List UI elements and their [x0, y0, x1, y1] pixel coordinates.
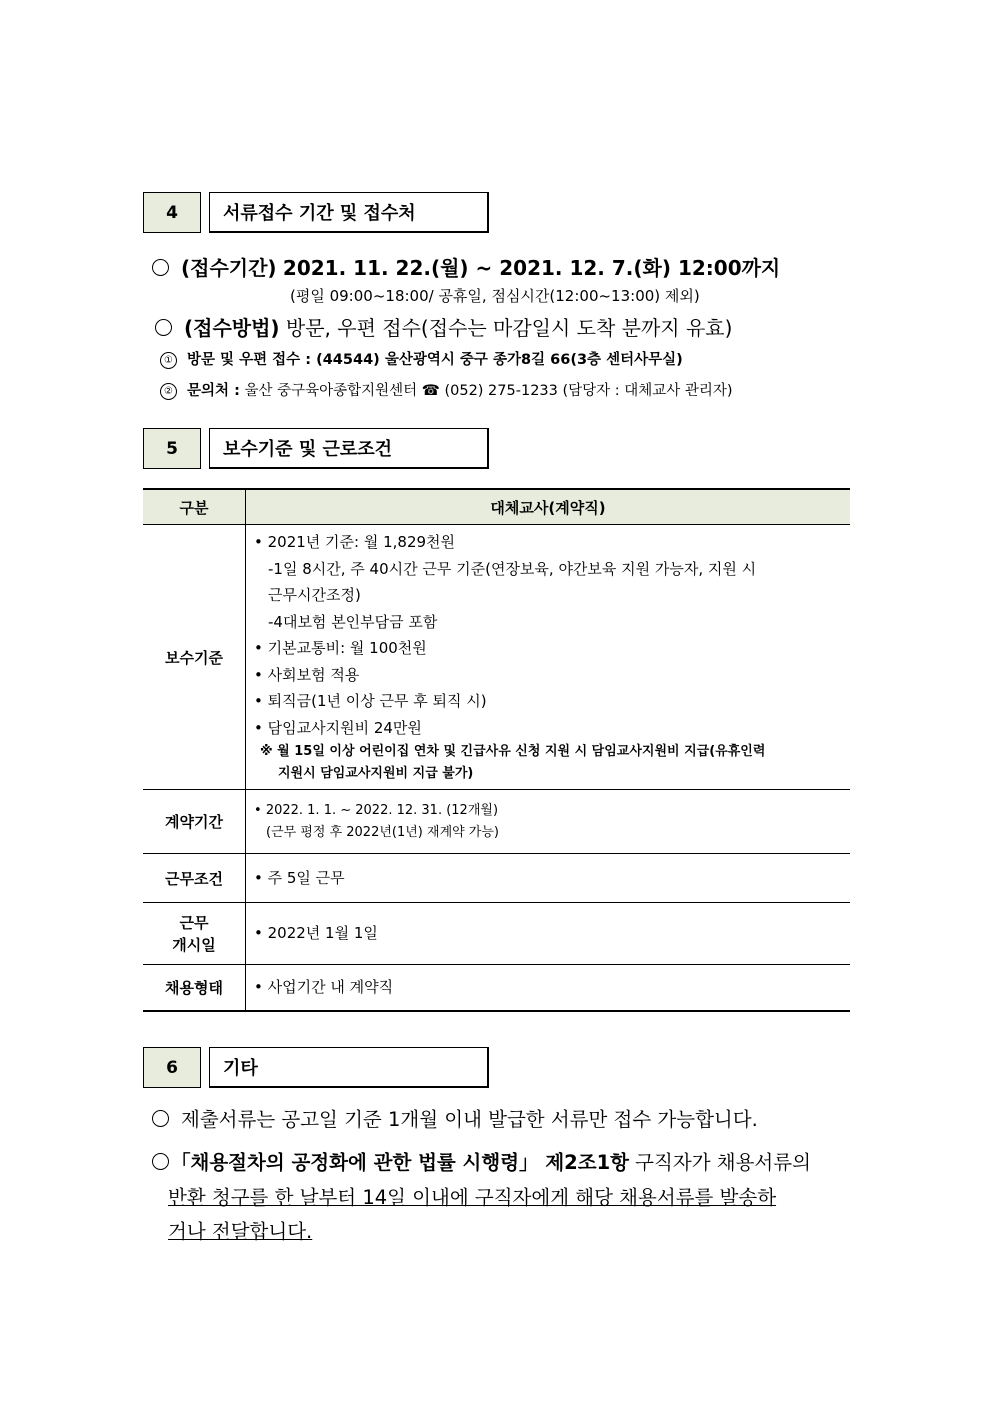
list-item: • 사업기간 내 계약직 [254, 974, 842, 1001]
row-label-part: 개시일 [172, 935, 216, 954]
header-category: 구분 [143, 489, 246, 525]
list-item: • 2022. 1. 1. ~ 2022. 12. 31. (12개월) [254, 800, 842, 822]
list-item: • 사회보험 적용 [254, 662, 842, 689]
method-value: 방문, 우편 접수(접수는 마감일시 도착 분까지 유효) [285, 316, 733, 340]
table-row-contract [143, 790, 850, 854]
contact-text: 울산 중구육아종합지원센터 ☎ (052) 275-1233 (담당자 : 대체교사 관리자) [244, 383, 733, 399]
method-line [155, 312, 732, 341]
list-item: • 담임교사지원비 24만원 [254, 715, 842, 742]
table-header-row [143, 489, 850, 525]
list-item: • 기본교통비: 월 100천원 [254, 635, 842, 662]
list-item: 근무시간조정) [268, 586, 361, 604]
row-content [246, 790, 851, 854]
row-content [246, 854, 851, 903]
list-item: -1일 8시간, 주 40시간 근무 기준(연장보육, 야간보육 지원 가능자, 지원 시 [268, 559, 757, 578]
list-item: • 주 5일 근무 [254, 865, 842, 892]
note: ※ 월 15일 이상 어린이집 연차 및 긴급사유 신청 지원 시 담임교사지원비 지급(유휴인력 [260, 744, 766, 759]
etc-item-2-line-3: 거나 전달합니다. [168, 1220, 313, 1243]
row-label: 채용형태 [143, 965, 246, 1011]
section-6-header [143, 1047, 489, 1088]
etc-item-1 [152, 1104, 758, 1132]
row-label [143, 903, 246, 965]
row-label: 보수기준 [143, 525, 246, 790]
circle-bullet-icon [152, 259, 169, 276]
circle-bullet-icon [155, 319, 172, 336]
row-label: 계약기간 [143, 790, 246, 854]
receipt-text: 방문 및 우편 접수 : (44544) 울산광역시 중구 종가8길 66(3층 센터사무실) [187, 352, 683, 368]
circle-bullet-icon [152, 1110, 169, 1127]
table-row-hire [143, 965, 850, 1011]
section-number: 6 [143, 1047, 201, 1088]
row-content [246, 525, 851, 790]
law-reference: 「채용절차의 공정화에 관한 법률 시행령」 제2조1항 [171, 1151, 629, 1174]
period-value: 2021. 11. 22.(월) ~ 2021. 12. 7.(화) 12:00까지 [282, 256, 781, 280]
section-number: 4 [143, 192, 201, 233]
section-4-header [143, 192, 489, 233]
section-5-header [143, 428, 489, 469]
number-1-icon: ① [160, 352, 177, 369]
table-row-start [143, 903, 850, 965]
row-content [246, 903, 851, 965]
row-content [246, 965, 851, 1011]
period-label: (접수기간) [181, 256, 277, 280]
table-row-pay [143, 525, 850, 790]
receipt-item [160, 348, 683, 369]
table-row-work [143, 854, 850, 903]
etc-item-text: 구직자가 채용서류의 [628, 1151, 811, 1174]
header-substitute-teacher: 대체교사(계약직) [246, 489, 851, 525]
list-item: -4대보험 본인부담금 포함 [268, 612, 438, 631]
section-title: 서류접수 기간 및 접수처 [209, 192, 489, 233]
list-item: • 2021년 기준: 월 1,829천원 [254, 529, 842, 556]
circle-bullet-icon [152, 1153, 169, 1170]
period-line [152, 252, 780, 281]
row-label-part: 근무 [179, 913, 209, 932]
list-item: (근무 평정 후 2022년(1년) 재계약 가능) [266, 824, 499, 840]
section-title: 기타 [209, 1047, 489, 1088]
list-item: • 퇴직금(1년 이상 근무 후 퇴직 시) [254, 688, 842, 715]
row-label: 근무조건 [143, 854, 246, 903]
contact-label: 문의처 : [187, 383, 240, 399]
period-note: (평일 09:00~18:00/ 공휴일, 점심시간(12:00~13:00) 제외) [290, 287, 700, 305]
contact-item [160, 379, 733, 400]
list-item: • 2022년 1월 1일 [254, 920, 842, 947]
etc-item-2-line-2: 반환 청구를 한 날부터 14일 이내에 구직자에게 해당 채용서류를 발송하 [168, 1186, 777, 1209]
number-2-icon: ② [160, 383, 177, 400]
work-conditions-table [143, 488, 850, 1012]
section-title: 보수기준 및 근로조건 [209, 428, 489, 469]
etc-item-2 [152, 1147, 811, 1175]
section-number: 5 [143, 428, 201, 469]
method-label: (접수방법) [184, 316, 280, 340]
etc-item-text: 제출서류는 공고일 기준 1개월 이내 발급한 서류만 접수 가능합니다. [181, 1108, 758, 1131]
note: 지원시 담임교사지원비 지급 불가) [278, 766, 474, 781]
